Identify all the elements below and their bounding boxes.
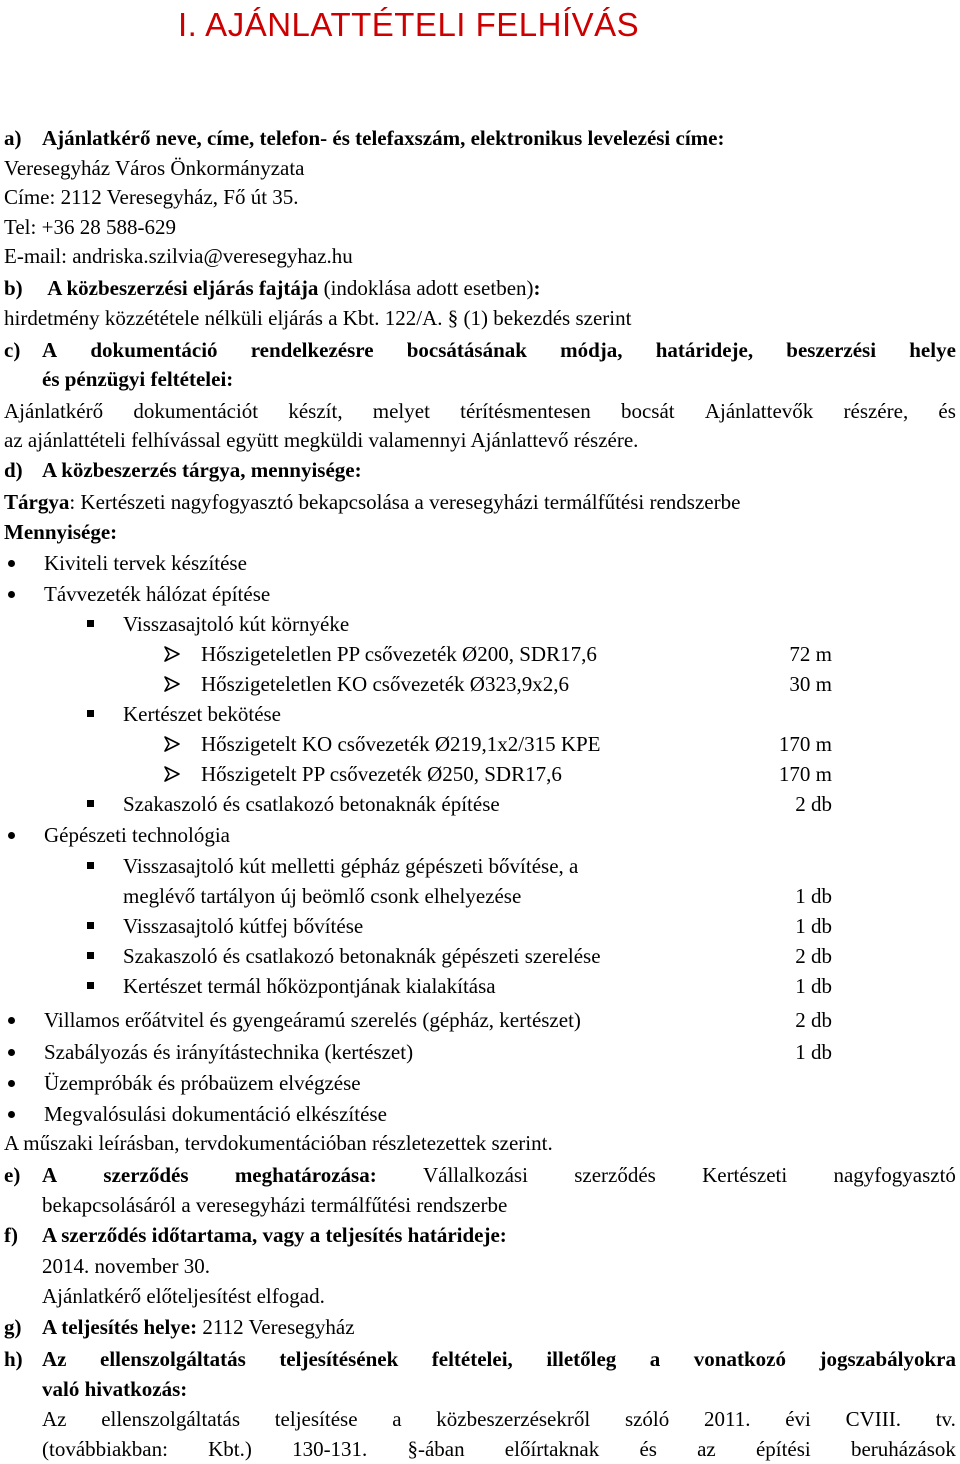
quantity-item-text: Kertészet bekötése	[123, 702, 282, 726]
word: teljesítésének	[279, 1347, 399, 1371]
arrow-bullet-icon	[163, 765, 181, 783]
arrow-bullet-icon	[163, 675, 181, 693]
word: előírtaknak	[504, 1437, 600, 1461]
subject-text: : Kertészeti nagyfogyasztó bekapcsolása a veresegyházi termálfűtési rendszerbe	[69, 490, 741, 514]
quantity-item-text: Visszasajtoló kút környéke	[123, 612, 350, 636]
quantity-item-amount: 170 m	[778, 732, 832, 756]
word: Kertészeti	[702, 1163, 788, 1187]
quantity-item-text: Kertészet termál hőközpontjának kialakítása	[123, 974, 496, 998]
procedure-type: hirdetmény közzététele nélküli eljárás a Kbt. 122/A. § (1) bekezdés szerint	[4, 306, 632, 330]
section-f-heading: A szerződés időtartama, vagy a teljesítés határideje:	[42, 1223, 507, 1247]
quantity-item-text: Hőszigetelt KO csővezeték Ø219,1x2/315 KPE	[201, 732, 601, 756]
quantity-item-amount: 30 m	[789, 672, 832, 696]
arrow-bullet-icon	[163, 645, 181, 663]
bullet-icon	[8, 832, 15, 839]
word: bocsátásának	[406, 338, 527, 362]
word: szerződés	[574, 1163, 656, 1187]
contact-email: E-mail: andriska.szilvia@veresegyhaz.hu	[4, 244, 353, 268]
word: A	[42, 1163, 58, 1187]
word: meghatározása:	[234, 1163, 377, 1187]
section-h-heading	[42, 1344, 956, 1374]
quantity-label: Mennyisége:	[4, 520, 118, 544]
section-g-line	[42, 1312, 355, 1342]
quantity-item-text: Megvalósulási dokumentáció elkészítése	[44, 1102, 387, 1126]
section-g-marker: g)	[4, 1315, 22, 1339]
quantity-item-text: Szakaszoló és csatlakozó betonaknák gépészeti szerelése	[123, 944, 601, 968]
word: 130-131.	[292, 1437, 368, 1461]
section-d-heading: A közbeszerzés tárgya, mennyisége:	[42, 458, 362, 482]
section-h-heading-cont: való hivatkozás:	[42, 1377, 188, 1401]
contact-name: Veresegyház Város Önkormányzata	[4, 156, 305, 180]
section-e-marker: e)	[4, 1163, 21, 1187]
quantity-item-amount: 2 db	[795, 792, 832, 816]
word: a	[392, 1407, 402, 1431]
word: teljesítése	[274, 1407, 358, 1431]
section-g-text: 2112 Veresegyház	[197, 1315, 355, 1339]
word: rendelkezésre	[250, 338, 374, 362]
section-a-marker: a)	[4, 126, 22, 150]
deadline-date: 2014. november 30.	[42, 1254, 210, 1278]
square-bullet-icon	[87, 982, 94, 989]
word: közbeszerzésekről	[436, 1407, 591, 1431]
word: beszerzési	[786, 338, 877, 362]
word: §-ában	[407, 1437, 465, 1461]
section-c-heading-cont: és pénzügyi feltételei:	[42, 367, 234, 391]
quantity-item-text: Üzempróbák és próbaüzem elvégzése	[44, 1071, 361, 1095]
word: vonatkozó	[693, 1347, 786, 1371]
quantity-item-amount: 1 db	[795, 884, 832, 908]
section-e-line-1	[42, 1160, 956, 1190]
word: határideje,	[655, 338, 754, 362]
word: és	[639, 1437, 657, 1461]
word: ellenszolgáltatás	[100, 1347, 246, 1371]
word: dokumentáció	[90, 338, 218, 362]
quantity-item-amount: 72 m	[789, 642, 832, 666]
quantity-item-amount: 1 db	[795, 914, 832, 938]
word: A	[42, 338, 58, 362]
word: építési	[755, 1437, 811, 1461]
word: térítésmentesen	[460, 399, 591, 423]
word: Az	[42, 1407, 67, 1431]
section-c-text-line-2: az ajánlattételi felhívással együtt megküldi valamennyi Ajánlattevő részére.	[4, 428, 639, 452]
section-h-text-line-2	[42, 1434, 956, 1464]
section-h-marker: h)	[4, 1347, 23, 1371]
word: szóló	[624, 1407, 670, 1431]
quantity-item-amount: 170 m	[778, 762, 832, 786]
section-h-text-line-1	[42, 1404, 956, 1434]
word: Ajánlattevők	[704, 399, 814, 423]
section-e-line-2: bekapcsolásáról a veresegyházi termálfűtési rendszerbe	[42, 1193, 508, 1217]
quantity-item-text: Hőszigeteletlen KO csővezeték Ø323,9x2,6	[201, 672, 569, 696]
quantity-item-text: Visszasajtoló kútfej bővítése	[123, 914, 364, 938]
bullet-icon	[8, 1049, 15, 1056]
section-b-colon: :	[533, 276, 541, 300]
section-g-heading: A teljesítés helye:	[42, 1315, 198, 1339]
word: az	[697, 1437, 716, 1461]
bullet-icon	[8, 560, 15, 567]
word: és	[938, 399, 956, 423]
subject-label: Tárgya	[4, 490, 70, 514]
section-b-heading: A közbeszerzési eljárás fajtája	[47, 276, 319, 300]
subject-line	[4, 487, 740, 517]
section-b-marker: b)	[4, 276, 23, 300]
word: dokumentációt	[133, 399, 259, 423]
square-bullet-icon	[87, 620, 94, 627]
quantity-item-text: meglévő tartályon új beömlő csonk elhelyezése	[123, 884, 522, 908]
bullet-icon	[8, 591, 15, 598]
section-c-marker: c)	[4, 338, 21, 362]
word: CVIII.	[845, 1407, 901, 1431]
word: ellenszolgáltatás	[101, 1407, 240, 1431]
word: nagyfogyasztó	[833, 1163, 956, 1187]
word: Vállalkozási	[422, 1163, 528, 1187]
word: melyet	[372, 399, 430, 423]
word: Kbt.)	[208, 1437, 252, 1461]
section-b-line	[4, 273, 541, 303]
word: bocsát	[620, 399, 675, 423]
advance-performance: Ajánlatkérő előteljesítést elfogad.	[42, 1284, 325, 1308]
document-title: I. AJÁNLATTÉTELI FELHÍVÁS	[178, 6, 640, 43]
word: készít,	[288, 399, 343, 423]
quantity-item-text: Kiviteli tervek készítése	[44, 551, 247, 575]
section-f-marker: f)	[4, 1223, 18, 1247]
arrow-bullet-icon	[163, 735, 181, 753]
section-a-heading: Ajánlatkérő neve, címe, telefon- és telefaxszám, elektronikus levelezési címe:	[42, 126, 725, 150]
word: beruházások	[850, 1437, 956, 1461]
quantity-item-text: Hőszigeteletlen PP csővezeték Ø200, SDR17,6	[201, 642, 597, 666]
section-c-heading	[42, 335, 956, 365]
word: 2011.	[703, 1407, 751, 1431]
word: Ajánlatkérő	[4, 399, 104, 423]
word: a	[649, 1347, 661, 1371]
quantity-item-text: Hőszigetelt PP csővezeték Ø250, SDR17,6	[201, 762, 562, 786]
quantity-item-text: Villamos erőátvitel és gyengeáramú szerelés (gépház, kertészet)	[44, 1008, 581, 1032]
quantity-item-text: Távvezeték hálózat építése	[44, 582, 271, 606]
section-d-footer: A műszaki leírásban, tervdokumentációban részletezettek szerint.	[4, 1131, 553, 1155]
quantity-item-amount: 1 db	[795, 1040, 832, 1064]
square-bullet-icon	[87, 862, 94, 869]
contact-phone: Tel: +36 28 588-629	[4, 215, 176, 239]
quantity-item-text: Gépészeti technológia	[44, 823, 231, 847]
word: tv.	[935, 1407, 956, 1431]
section-c-text-line-1	[4, 396, 956, 426]
word: Az	[42, 1347, 67, 1371]
word: helye	[909, 338, 956, 362]
bullet-icon	[8, 1111, 15, 1118]
word: feltételei,	[431, 1347, 513, 1371]
word: jogszabályokra	[819, 1347, 956, 1371]
quantity-item-amount: 1 db	[795, 974, 832, 998]
word: szerződés	[103, 1163, 189, 1187]
bullet-icon	[8, 1017, 15, 1024]
word: részére,	[843, 399, 909, 423]
quantity-item-amount: 2 db	[795, 944, 832, 968]
word: évi	[785, 1407, 811, 1431]
contact-address: Címe: 2112 Veresegyház, Fő út 35.	[4, 185, 299, 209]
square-bullet-icon	[87, 710, 94, 717]
quantity-item-text: Visszasajtoló kút melletti gépház gépészeti bővítése, a	[123, 854, 579, 878]
quantity-item-amount: 2 db	[795, 1008, 832, 1032]
square-bullet-icon	[87, 952, 94, 959]
square-bullet-icon	[87, 922, 94, 929]
word: módja,	[560, 338, 623, 362]
section-b-heading-rest: (indoklása adott esetben)	[318, 276, 534, 300]
square-bullet-icon	[87, 800, 94, 807]
word: (továbbiakban:	[42, 1437, 168, 1461]
section-d-marker: d)	[4, 458, 23, 482]
quantity-item-text: Szabályozás és irányítástechnika (kertészet)	[44, 1040, 414, 1064]
quantity-item-text: Szakaszoló és csatlakozó betonaknák építése	[123, 792, 500, 816]
bullet-icon	[8, 1080, 15, 1087]
word: illetőleg	[546, 1347, 617, 1371]
